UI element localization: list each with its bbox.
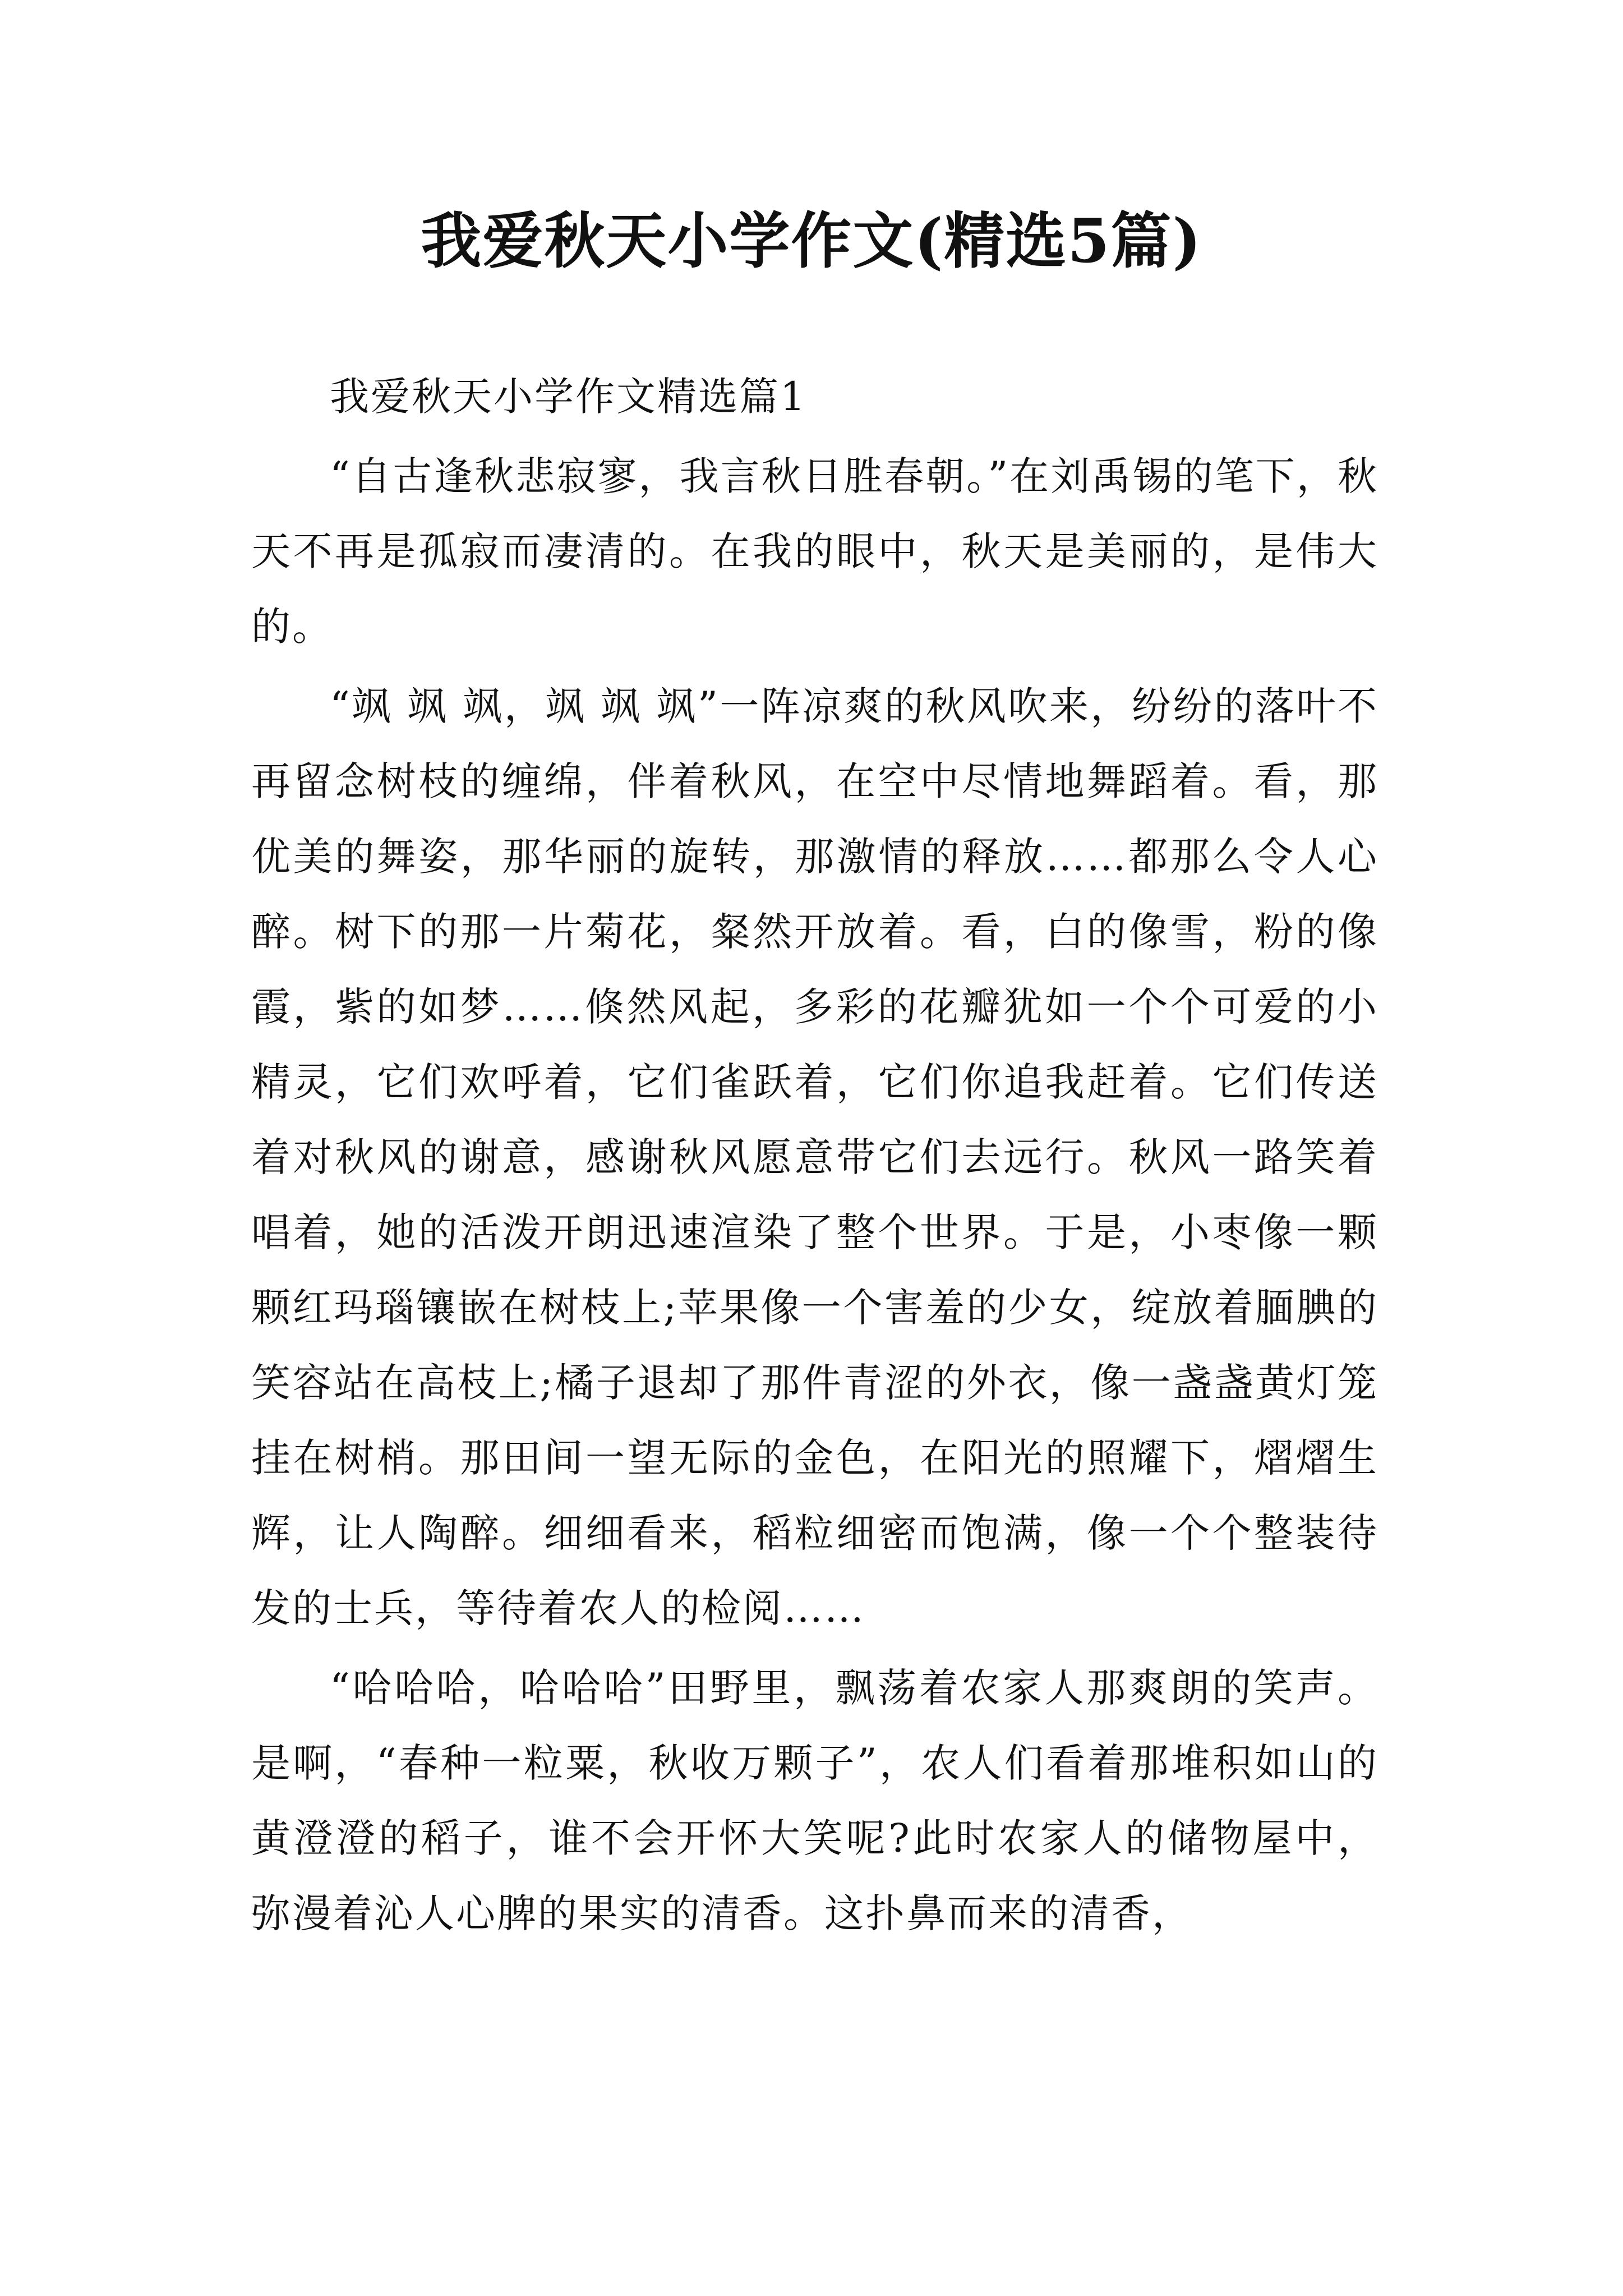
paragraph-2: “飒 飒 飒，飒 飒 飒”一阵凉爽的秋风吹来，纷纷的落叶不再留念树枝的缠绵，伴着秋风，在空中尽情地舞蹈着。看，那优美的舞姿，那华丽的旋转，那激情的释放……都那么令人心醉。树下的那一片菊花，粲然开放着。看，白的像雪，粉的像霞，紫的如梦……倏然风起，多彩的花瓣犹如一个个可爱的小精灵，它们欢呼着，它们雀跃着，它们你追我赶着。它们传送着对秋风的谢意，感谢秋风愿意带它们去远行。秋风一路笑着唱着，她的活泼开朗迅速渲染了整个世界。于是，小枣像一颗颗红玛瑙镶嵌在树枝上;苹果像一个害羞的少女，绽放着腼腆的笑容站在高枝上;橘子退却了那件青涩的外衣，像一盏盏黄灯笼挂在树梢。那田间一望无际的金色，在阳光的照耀下，熠熠生辉，让人陶醉。细细看来，稻粒细密而饱满，像一个个整装待发的士兵，等待着农人的检阅…… bbox=[251, 683, 1378, 1631]
paragraph-3: “哈哈哈，哈哈哈”田野里，飘荡着农家人那爽朗的笑声。是啊，“春种一粒粟，秋收万颗子”，农人们看着那堆积如山的黄澄澄的稻子，谁不会开怀大笑呢?此时农家人的储物屋中，弥漫着沁人心脾的果实的清香。这扑鼻而来的清香， bbox=[251, 1665, 1378, 1936]
document-body bbox=[251, 359, 1378, 1951]
section-heading: 我爱秋天小学作文精选篇1 bbox=[330, 374, 807, 420]
document-title: 我爱秋天小学作文(精选5篇) bbox=[421, 206, 1202, 277]
paragraph-1: “自古逢秋悲寂寥，我言秋日胜春朝。”在刘禹锡的笔下，秋天不再是孤寂而凄清的。在我的眼中，秋天是美丽的，是伟大的。 bbox=[251, 453, 1378, 650]
